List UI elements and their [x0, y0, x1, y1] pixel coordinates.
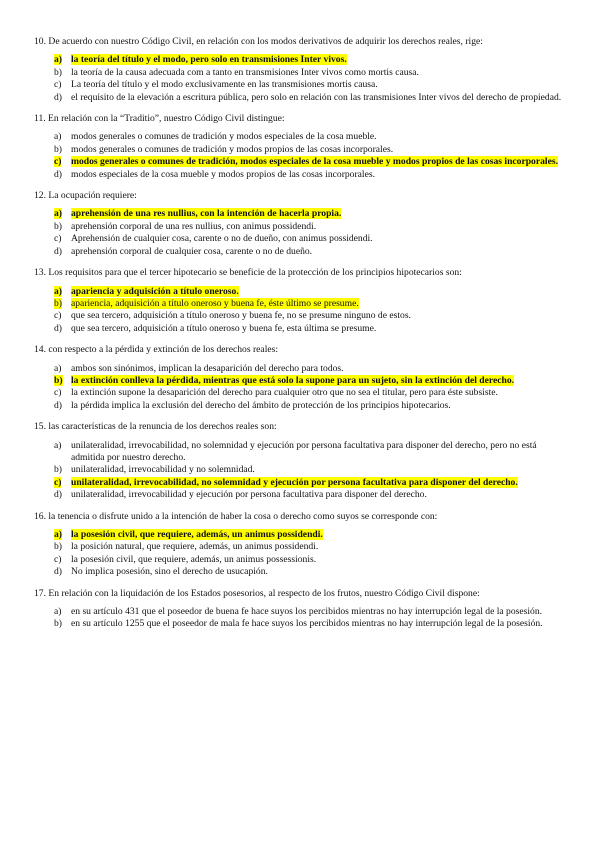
option-17-b: b) en su artículo 1255 que el poseedor de mala fe hace suyos los percibidos mientras no hay interrupción legal de la posesión. — [54, 618, 543, 630]
question-text: 14. con respecto a la pérdida y extinción de los derechos reales: — [34, 344, 279, 356]
option-16-d: d) No implica posesión, sino el derecho de usucapión. — [54, 566, 268, 578]
option-12-d: d) aprehensión corporal de cualquier cosa, carente o no de dueño. — [54, 245, 313, 257]
option-12-a: a) aprehensión de una res nullius, con la intención de hacerla propia. — [54, 208, 342, 220]
option-15-d: d) unilateralidad, irrevocabilidad y ejecución por persona facultativa para disponer del derecho. — [54, 489, 427, 501]
question-15 — [34, 421, 568, 501]
option-14-a: a) ambos son sinónimos, implican la desaparición del derecho para todos. — [54, 362, 344, 374]
option-15-b: b) unilateralidad, irrevocabilidad y no solemnidad. — [54, 464, 255, 476]
option-10-b: b) la teoría de la causa adecuada com a tanto en transmisiones Inter vivos como mortis causa. — [54, 66, 419, 78]
question-13 — [34, 267, 568, 335]
option-13-a: a) apariencia y adquisición a título oneroso. — [54, 285, 239, 297]
option-14-c: c) la extinción supone la desaparición del derecho para cualquier otro que no sea el titular, pero para éste subsiste. — [54, 387, 498, 399]
option-17-a: a) en su artículo 431 que el poseedor de buena fe hace suyos los percibidos mientras no hay interrupción legal de la posesión. — [54, 606, 543, 618]
question-text: 11. En relación con la “Traditio”, nuestro Código Civil distingue: — [34, 113, 285, 125]
question-text: 17. En relación con la liquidación de los Estados posesorios, al respecto de los frutos, nuestro Código Civil dispone: — [34, 587, 480, 599]
question-14 — [34, 344, 568, 412]
question-12 — [34, 190, 568, 258]
question-text: 10. De acuerdo con nuestro Código Civil, en relación con los modos derivativos de adquirir los derechos reales, rige: — [34, 36, 483, 47]
option-12-c: c) Aprehensión de cualquier cosa, carente o no de dueño, con animus possidendi. — [54, 233, 373, 245]
option-15-a: a) unilateralidad, irrevocabilidad, no solemnidad y ejecución por persona facultativa para disponer del derecho, pero no está admitida por nuestro derecho. — [54, 439, 537, 463]
option-15-c: c) unilateralidad, irrevocabilidad, no solemnidad y ejecución por persona facultativa para disponer del derecho. — [54, 476, 518, 488]
option-16-c: c) la posesión civil, que requiere, además, un animus possessionis. — [54, 553, 317, 565]
option-10-c: c) La teoría del título y el modo exclusivamente en las transmisiones mortis causa. — [54, 79, 378, 91]
option-13-b: b) apariencia, adquisición a título oneroso y buena fe, éste último se presume. — [54, 297, 359, 309]
question-text: 16. la tenencia o disfrute unido a la intención de haber la cosa o derecho como suyos se corresponde con: — [34, 510, 438, 522]
option-12-b: b) aprehensión corporal de una res nullius, con animus possidendi. — [54, 220, 317, 232]
option-14-b: b) la extinción conlleva la pérdida, mientras que está solo la supone para un sujeto, sin la extinción del derecho. — [54, 374, 515, 386]
option-16-a: a) la posesión civil, que requiere, además, un animus possidendi. — [54, 529, 323, 540]
exam-page — [34, 36, 568, 640]
question-16 — [34, 511, 568, 579]
question-10 — [34, 36, 568, 104]
option-16-b: b) la posición natural, que requiere, además, un animus possidendi. — [54, 541, 319, 553]
option-10-a: a) la teoría del título y el modo, pero solo en transmisiones Inter vivos. — [54, 54, 347, 66]
question-text: 13. Los requisitos para que el tercer hipotecario se beneficie de la protección de los principios hipotecarios son: — [34, 267, 462, 279]
question-11 — [34, 113, 568, 181]
option-11-c: c) modos generales o comunes de tradición, modos especiales de la cosa mueble y modos propios de las cosas incorporales. — [54, 156, 558, 168]
option-11-a: a) modos generales o comunes de tradición y modos especiales de la cosa mueble. — [54, 131, 377, 143]
question-text: 12. La ocupación requiere: — [34, 190, 137, 202]
option-10-d: d) el requisito de la elevación a escritura pública, pero solo en relación con las transmisiones Inter vivos del derecho de propiedad. — [54, 91, 562, 103]
option-11-b: b) modos generales o comunes de tradición y modos propios de las cosas incorporales. — [54, 143, 394, 155]
option-13-d: d) que sea tercero, adquisición a título oneroso y buena fe, esta última se presume. — [54, 322, 377, 334]
option-13-c: c) que sea tercero, adquisición a título oneroso y buena fe, no se presume ninguno de estos. — [54, 310, 411, 322]
question-text: 15. las características de la renuncia de los derechos reales son: — [34, 421, 277, 433]
option-14-d: d) la pérdida implica la exclusión del derecho del ámbito de protección de los principios hipotecarios. — [54, 399, 451, 411]
option-11-d: d) modos especiales de la cosa mueble y modos propios de las cosas incorporales. — [54, 168, 375, 180]
question-17 — [34, 588, 568, 631]
